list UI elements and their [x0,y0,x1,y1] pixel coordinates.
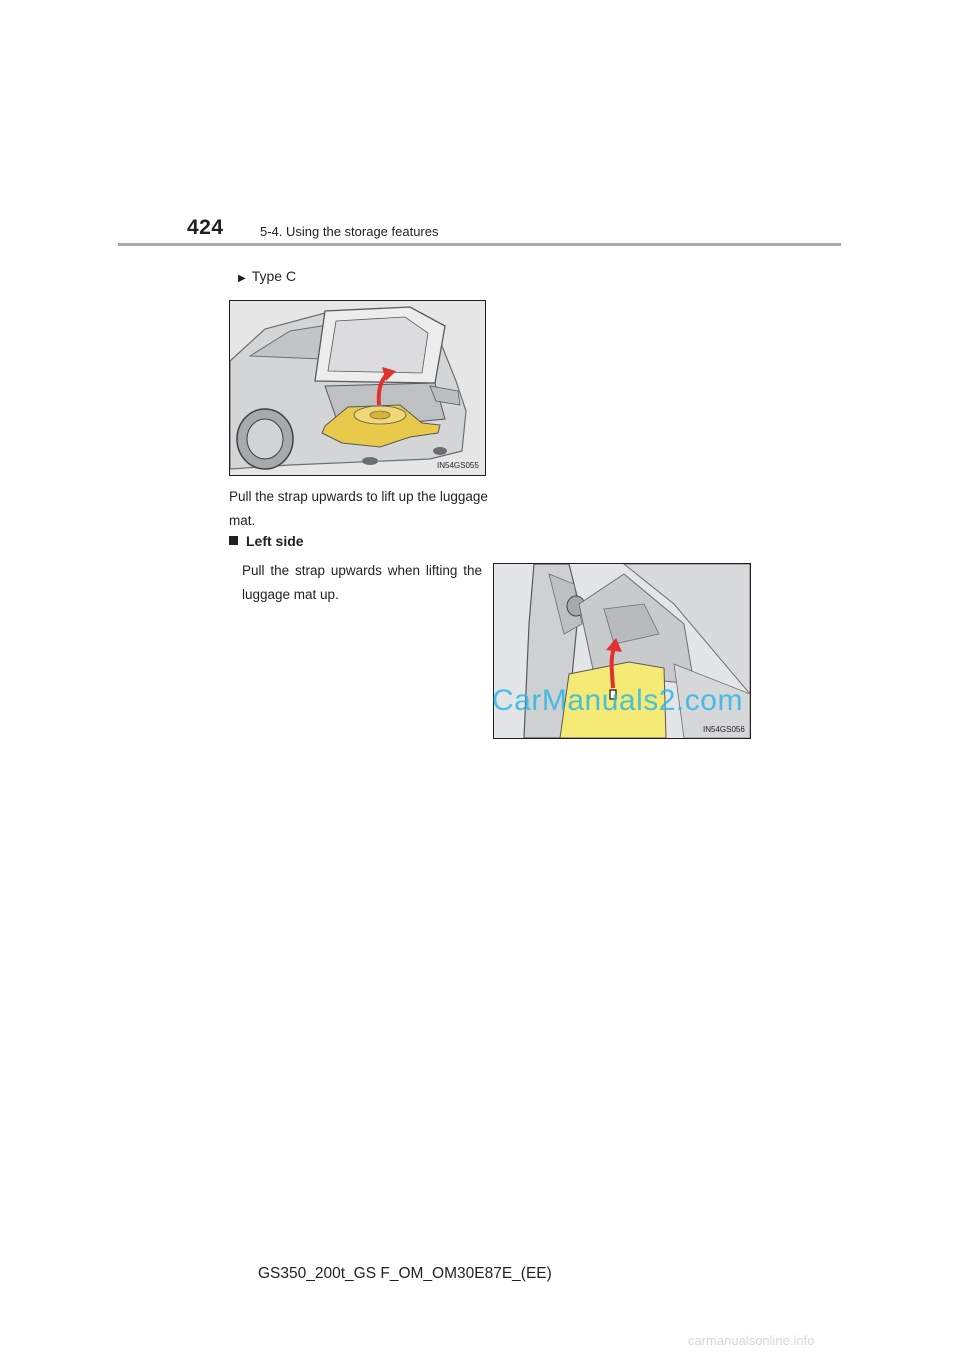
type-label-text: Type C [251,268,297,284]
site-mark: carmanualsonline.info [688,1333,815,1348]
subheading-text: Left side [246,533,304,549]
figure-trunk-type-c [229,300,486,476]
car-trunk-illustration [230,301,485,475]
figure-code: IN54GS056 [703,725,745,734]
watermark: CarManuals2.com [492,684,743,717]
section-title: 5-4. Using the storage features [260,224,439,239]
page-number: 424 [187,216,224,239]
instruction-paragraph: Pull the strap upwards to lift up the luggage mat. [229,489,488,528]
subheading-left-side [229,533,304,549]
figure-code: IN54GS055 [437,461,479,470]
triangle-bullet-icon: ▶ [238,273,246,284]
left-side-paragraph: Pull the strap upwards when lifting the luggage mat up. [242,563,482,602]
square-bullet-icon [229,536,238,545]
type-label [238,268,296,284]
header-divider [118,243,841,246]
footer-code: GS350_200t_GS F_OM_OM30E87E_(EE) [258,1265,552,1282]
